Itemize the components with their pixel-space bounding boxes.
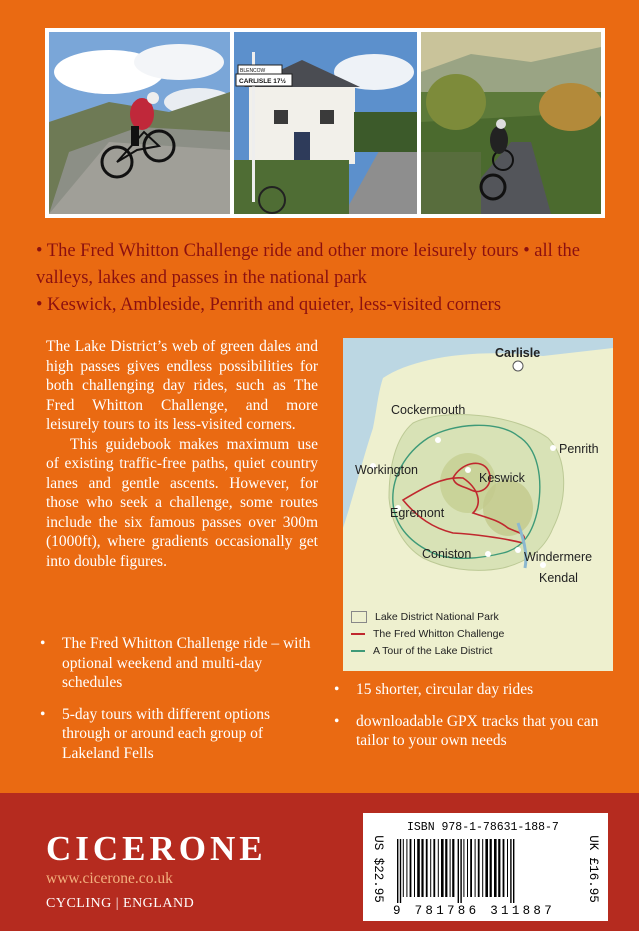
photo-strip: [45, 28, 605, 218]
isbn-text: ISBN 978-1-78631-188-7: [407, 821, 559, 834]
list-item: [334, 680, 624, 700]
barcode-bar: [494, 839, 497, 897]
fred-swatch: [351, 633, 365, 635]
cyclist-climbing-photo: [49, 32, 230, 214]
list-item: [334, 712, 624, 751]
highlights: [36, 238, 616, 319]
highlight-line: • The Fred Whitton Challenge ride and other more leisurely tours • all the valleys, lakes and passes in the national park: [36, 241, 581, 288]
map-label-penrith: Penrith: [559, 442, 599, 456]
tour-swatch: [351, 650, 365, 652]
barcode-bar: [510, 839, 511, 903]
map-label-coniston: Coniston: [422, 547, 472, 561]
map-label-cockermouth: Cockermouth: [391, 403, 466, 417]
legend-item: [351, 625, 605, 642]
legend-label: Lake District National Park: [375, 610, 499, 623]
barcode-bar: [426, 839, 428, 897]
price-us: [370, 825, 386, 913]
barcode-bar: [417, 839, 420, 897]
valley-road-photo: [421, 32, 601, 214]
barcode-bar: [438, 839, 439, 897]
route-map: [343, 338, 613, 671]
barcode-bar: [470, 839, 472, 897]
map-legend: [351, 608, 605, 659]
price-uk: [585, 825, 601, 913]
barcode-bar: [463, 839, 464, 897]
feature-list-left: [40, 634, 322, 775]
bullet-icon: •: [40, 635, 46, 652]
bullet-icon: •: [40, 705, 46, 723]
barcode-bar: [397, 839, 398, 903]
price-uk-text: UK £16.95: [586, 835, 601, 903]
barcode-bar: [406, 839, 407, 897]
barcode-bar: [503, 839, 505, 897]
barcode-bar: [478, 839, 480, 897]
list-item: [40, 634, 322, 693]
barcode-bar: [452, 839, 454, 897]
book-category: CYCLING | ENGLAND: [46, 896, 195, 911]
barcode-bar: [445, 839, 447, 897]
barcode-bar: [430, 839, 431, 897]
map-label-keswick: Keswick: [479, 471, 525, 485]
map-label-carlisle: Carlisle: [495, 346, 541, 360]
park-swatch: [351, 611, 367, 623]
sign-line-2: CARLISLE 17½: [239, 78, 286, 85]
list-item-text: 15 shorter, circular day rides: [356, 681, 534, 698]
sign-line-1: BLENCOW: [240, 68, 266, 74]
road-sign-photo: [234, 32, 417, 214]
barcode-bar: [421, 839, 423, 897]
list-item: [40, 705, 322, 764]
bullet-icon: •: [334, 712, 340, 730]
price-us-text: US $22.95: [371, 835, 386, 903]
map-label-egremont: Egremont: [390, 506, 445, 520]
legend-item: [351, 608, 605, 625]
barcode-bar: [485, 839, 488, 897]
map-label-workington: Workington: [355, 463, 418, 477]
barcode-bar: [410, 839, 412, 897]
highlight-line: • Keswick, Ambleside, Penrith and quieter, less-visited corners: [36, 295, 502, 315]
legend-label: A Tour of the Lake District: [373, 644, 493, 657]
barcode-bar: [507, 839, 508, 897]
barcode-bar: [490, 839, 492, 897]
legend-item: [351, 642, 605, 659]
barcode-box: [363, 813, 608, 921]
barcode-bar: [433, 839, 435, 897]
publisher-logo: CICERONE: [46, 829, 267, 868]
barcode-bar: [400, 839, 401, 903]
legend-label: The Fred Whitton Challenge: [373, 627, 505, 640]
list-item-text: downloadable GPX tracks that you can tailor to your own needs: [356, 712, 599, 749]
feature-list-right: [334, 680, 624, 763]
description-paragraph: The Lake District’s web of green dales and high passes gives endless possibilities for both challenging day rides, such as The Fred Whitton Challenge, and more leisurely tours to its less-visited corners.: [46, 338, 318, 433]
barcode-bar: [403, 839, 404, 897]
barcode-bar: [414, 839, 415, 897]
barcode-bar: [482, 839, 483, 897]
barcode-number: 9 781786 311887: [393, 904, 556, 918]
footer: [0, 793, 639, 931]
publisher-url[interactable]: www.cicerone.co.uk: [46, 870, 173, 887]
list-item-text: 5-day tours with different options through or around each group of Lakeland Fells: [62, 705, 271, 762]
map-label-windermere: Windermere: [524, 550, 593, 564]
description: [46, 337, 318, 571]
bullet-icon: •: [334, 681, 340, 698]
barcode-bar: [467, 839, 468, 897]
barcode-bars: [395, 839, 575, 903]
barcode-bar: [513, 839, 514, 903]
barcode-bar: [441, 839, 444, 897]
barcode-bar: [498, 839, 500, 897]
barcode-bar: [460, 839, 461, 903]
description-paragraph: This guidebook makes maximum use of existing traffic-free paths, quiet country lanes and gentle ascents. However, for those who seek a challenge, some routes include the six famous passes over 300m (1000ft), where gradients occasionally get into double figures.: [46, 435, 318, 570]
map-label-kendal: Kendal: [539, 571, 578, 585]
barcode-bar: [458, 839, 459, 903]
barcode-bar: [450, 839, 451, 897]
barcode-bar: [475, 839, 476, 897]
list-item-text: The Fred Whitton Challenge ride – with optional weekend and multi-day schedules: [62, 635, 311, 691]
